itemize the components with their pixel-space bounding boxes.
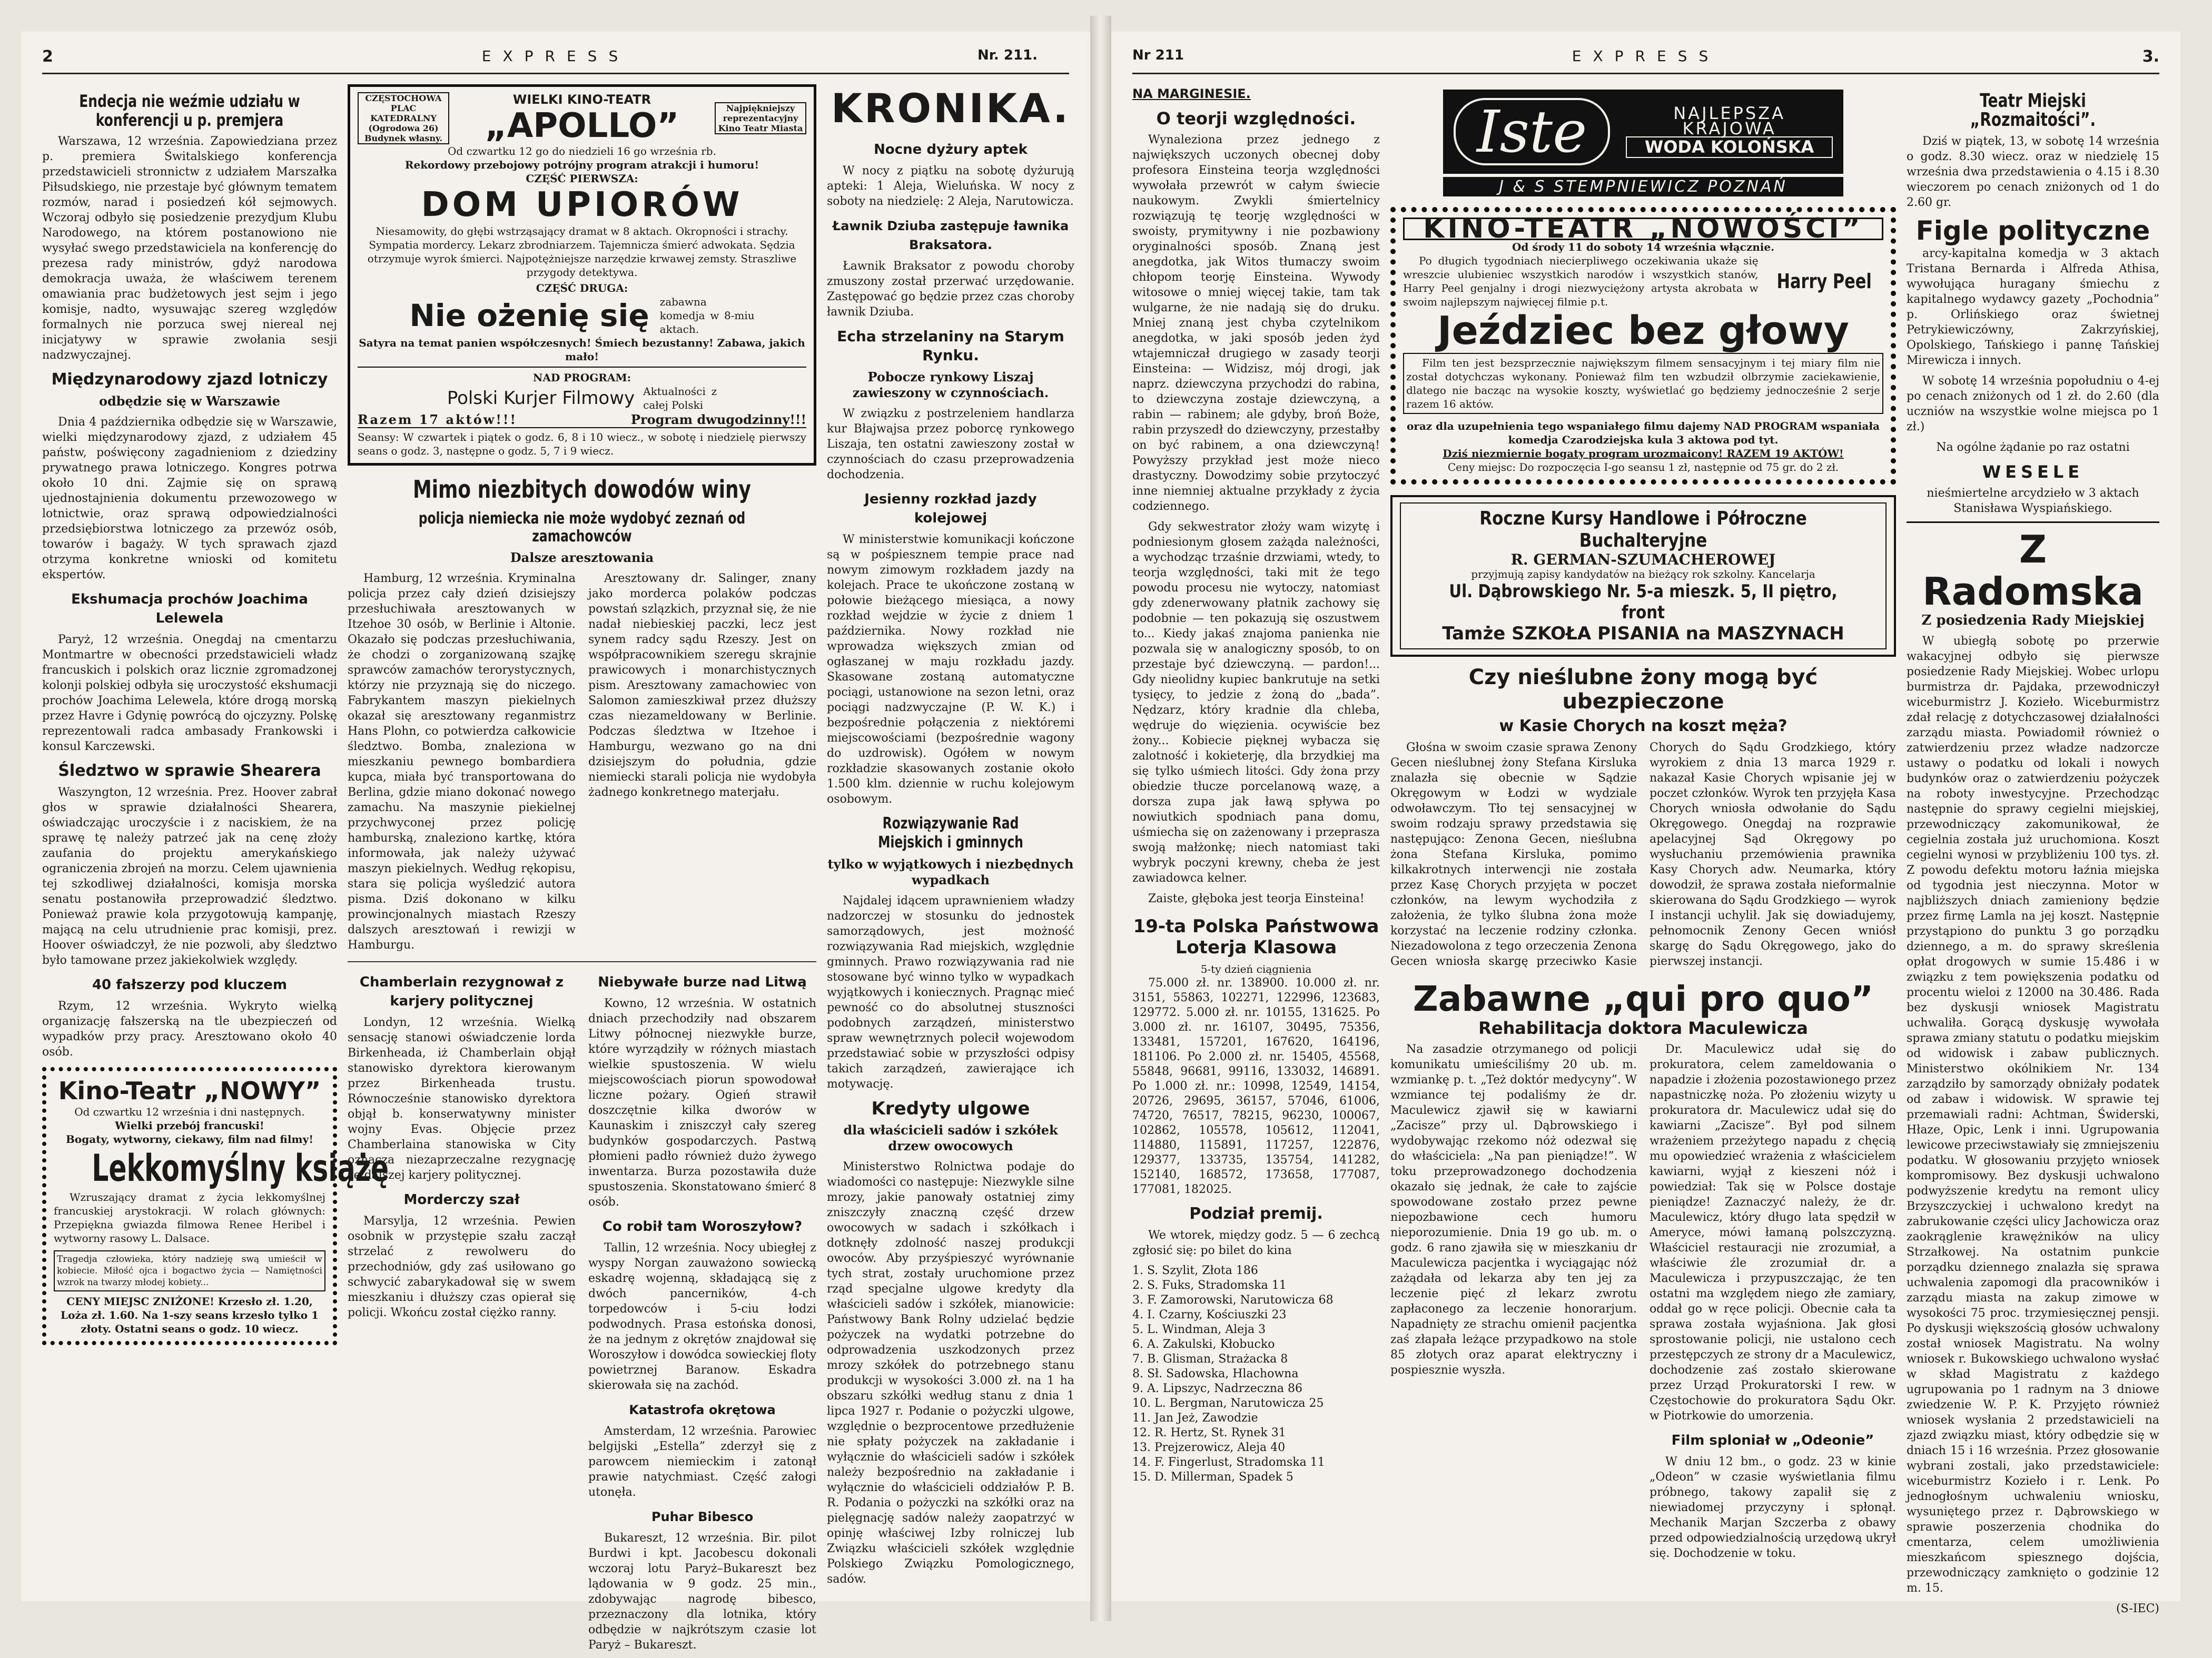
ad-part-label: CZĘŚĆ PIERWSZA: (526, 172, 638, 185)
left-head-rule (42, 73, 1069, 74)
article-title: Podział premij. (1189, 1205, 1323, 1223)
ad-tagline: Bogaty, wytworny, ciekawy, film nad filmy! (66, 1133, 313, 1146)
ad-intro: Po długich tygodniach niecierpliwego oczekiwania ukaże się wreszcie ulubieniec wszystkich narodów i wszystkich stanów, Harry Peel genjalny i drogi niezwyciężony artysta akrobata w swoim najlepszym najwięcej filmie p.t. (1403, 254, 1759, 308)
article-title: 19-ta Polska Państwowa Loterja Klasowa (1133, 916, 1379, 958)
ad-line: WODA KOLOŃSKA (1626, 136, 1833, 158)
section-divider (1907, 521, 2159, 523)
prize-winner-item: 14. F. Fingerlust, Stradomska 11 (1132, 1456, 1325, 1469)
article-text: Londyn, 12 września. Wielką sensację stanowi oświadczenie lorda Birkenheada, iż Chamberlain objął stanowisko dyrektora kierowanym przez Birkenheada trustu. Równocześnie stanowisko dyrektora objął b. konserwatywny minister wojny Evas. Objęcie przez Chamberlaina stanowiska w City oznacza niezaprzeczalne rezygnację ze dalszej karjery politycznej. (348, 1016, 576, 1182)
prize-winner-item: 4. I. Czarny, Kościuszki 23 (1132, 1308, 1287, 1321)
article-title: Rozwiązywanie Rad Miejskich i gminnych (878, 814, 1023, 852)
left-col-2 (348, 84, 816, 1652)
ad-part-label: CZĘŚĆ DRUGA: (536, 282, 628, 294)
article-subtitle: policja niemiecka nie może wydobyć zeznań od zamachowców (418, 509, 746, 546)
article-text: W dniu 12 bm., o godz. 23 w kinie „Odeon” w czasie wyświetlania filmu próbnego, takowy zapalił się z niewiadomej przyczyny i spłonął. Mechanik Marjan Szczerba z obawy przed odpowiedzialnością urzędową ukrył się. Dochodzenie w toku. (1650, 1455, 1897, 1560)
article-title: Morderczy szał (403, 1192, 520, 1208)
prize-winner-item: 2. S. Fuks, Stradomska 11 (1132, 1279, 1287, 1292)
article-title: Międzynarodowy zjazd lotniczy (51, 370, 328, 389)
left-page (21, 32, 1090, 1652)
ad-prices: CENY MIEJSC ZNIŻONE! Krzesło zł. 1.20, Loża zł. 1.60. Na 1-szy seans krzesło tylko 1 złoty. Ostatni seans o godz. 10 wiecz. (61, 1295, 319, 1335)
article-title: Czy nieślubne żony mogą być ubezpieczone (1468, 665, 1818, 714)
article-text: Na ogólne żądanie po raz ostatni (1936, 441, 2130, 454)
right-masthead: EXPRESS (1572, 47, 1720, 65)
ad-title: Roczne Kursy Handlowe i Półroczne Buchalteryjne (1479, 508, 1807, 551)
ad-kino-nowy (42, 1067, 389, 1345)
prize-winner-item: 10. L. Bergman, Narutowicza 25 (1132, 1397, 1324, 1410)
article-text: Wynaleziona przez jednego z największych uczonych obecnej doby profesora Einsteina teorja względności wywołała przewrót w całym świecie naukowym. Zwykli śmiertelnicy rozwiązują tę teorję względności w swoisty, prymitywny i nie pozbawiony oryginalności sposób. Znaną jest anegdotka, jak Witos tłumaczy swoim chłopom teorję Einsteina. Wywody witosowe o mniej więcej takie, tam tak wulgarne, że nie nadają się do druku. Mniej znaną jest chyba czytelnikom anegdotka, w jaki sposób jeden żyd wtajemniczał drugiego w zasady teorji Einsteina: — Widzisz, mój drogi, jak naprz. dziewczyna przychodzi do rabina, to dziewczyna zostaje dziewczyną, a rabin — rabinem; ale gdyby, broń Boże, rabin przyszedł do dziewczyny, przestałby on być rabinem, a ona dziewczyną! Powyższy przykład jest może nieco drastyczny. Dowodzimy sobie przytoczyć inne niemniej aktualne przykłady z życia codziennego. (1132, 133, 1380, 513)
right-running-head (1132, 47, 2159, 74)
prize-winner-item: 15. D. Millerman, Spadek 5 (1132, 1471, 1293, 1484)
ad-program-length: Program dwugodzinny!!! (630, 412, 806, 427)
article-text: arcy-kapitalna komedja w 3 aktach Tristana Bernarda i Alfreda Athisa, wywołująca huragany śmiechu z kapitalnego wydawcy gazety „Pochodnia” p. Orlińskiego oraz świetnej Petrykiewiczówny, Zakrzyńskiej, Opolskiego, Tańskiego i pannę Tańskiej Mirewicza i innych. (1907, 247, 2159, 367)
left-page-number: 2 (42, 47, 53, 66)
left-col-3 (827, 84, 1074, 1591)
article-title: Film sploniał w „Odeonie” (1671, 1433, 1874, 1448)
lottery-results: 75.000 zł. nr. 138900. 10.000 zł. nr. 3151, 55863, 102271, 122996, 123683, 129772. 5.000 zł. nr. 10155, 131625. Po 3.000 zł. nr. 16107, 30495, 75356, 133481, 157201, 167620, 164196, 181106. Po 2.000 zł. nr. 15405, 45568, 55848, 96681, 99116, 133032, 146891. Po 1.000 zł. nr.: 10998, 12549, 14154, 20726, 29695, 36157, 57046, 61006, 74720, 76517, 78215, 96230, 100067, 102862, 105578, 105612, 112041, 114880, 115891, 117257, 122876, 129377, 133735, 135754, 141282, 152140, 168572, 173658, 177087, 177081, 182025. (1132, 976, 1380, 1196)
article-title: Nocne dyżury aptek (874, 142, 1028, 157)
article-subtitle: dla właścicieli sadów i szkółek drzew owocowych (843, 1122, 1058, 1153)
ad-kicker: WIELKI KINO-TEATR (512, 92, 651, 107)
article-signature: (S-IEC) (2116, 1602, 2159, 1615)
article-title: Mimo niezbitych dowodów winy (413, 475, 751, 504)
article-text: Dziś w piątek, 13, w sobotę 14 września o godz. 8.30 wiecz. oraz w niedzielę 15 września dwa przedstawienia o 4.15 i 8.30 wieczorem po cenach zniżonych od 1 do 2.60 gr. (1907, 135, 2159, 209)
ad-description: Wzruszający dramat z życia lekkomyślnej francuskiej arystokracji. W rolach głównych: Przepiękna gwiazda filmowa Renee Heribel i wytworny rasowy L. Dalsace. (54, 1191, 325, 1245)
article-subtitle: Z posiedzenia Rady Miejskiej (1921, 613, 2145, 628)
article-subtitle: tylko w wyjątkowych i niezbędnych wypadkach (827, 856, 1074, 887)
ad-film-1: DOM UPIORÓW (421, 185, 743, 224)
article-title: Śledztwo w sprawie Shearera (58, 762, 321, 780)
article-text: Dr. Maculewicz udał się do prokuratora, celem zameldowania o napadzie i złożenia pozostawionego przez napastniczkę noża. Po złożeniu wizyty u prokuratora dr. Maculewicz udał się do kawiarni „Zacisze”. Był pod silnem wrażeniem przeżytego napadu z chęcią mu opowiedzieć wrażenia z właścicielem kawiarni, wyjął z kieszeni nóż i powiedział: Tak się w Polsce dostaje pieniądze! Zaznaczyć należy, że dr. Maculewicz, który długo lata spędził w Ameryce, mówi łamaną polszczyzną. Właściciel restauracji nie zrozumiał, a właściwie źle zrozumiał dr. a Maculewicza i przypuszczając, że ten ostatni ma względem niego złe zamiary, oddał go w ręce policji. Obecnie cała ta sprawa została wyjaśniona. Jak głosi sprostowanie policji, nie ustalono cech przestępczych ze strony dr a Maculewicz, dochodzenie zaś zostało skierowane przez Urząd Prokuratorski I rew. w Częstochowie do prokuratora Sądu Okr. w Piotrkowie do umorzenia. (1650, 1043, 1896, 1423)
left-issue-number: Nr. 211. (977, 47, 1038, 63)
right-page (1111, 32, 2180, 1615)
ad-title: KINO-TEATR „NOWOŚCI” (1403, 218, 1883, 240)
article-title: Co robił tam Woroszyłow? (602, 1219, 803, 1235)
ad-note: Tragedja człowieka, który nadzieję swą umieścił w kobiecie. Miłość ojca i bogactwo życia — Namiętności wzrok na twarzy młodej kobiety... (54, 1250, 325, 1291)
prize-winner-item: 6. A. Zakulski, Kłobucko (1132, 1338, 1275, 1351)
right-head-rule (1132, 73, 2159, 74)
article-title: Teatr Miejski „Rozmaitości”. (1970, 90, 2096, 131)
article-title: Zabawne „qui pro quo” (1413, 979, 1874, 1019)
ad-film-1-desc: Niesamowity, do głębi wstrząsający dramat w 8 aktach. Okropności i strachy. Sympatia mordercy. Lekarz zbrodniarzem. Tajemnicza śmierć adwokata. Sędzia otrzymuje wyrok śmierci. Najpotężniejsze narzędzie krwawej zemsty. Straszliwe przygody detektywa. (367, 225, 797, 279)
article-subtitle: Rehabilitacja doktora Maculewicza (1478, 1018, 1808, 1038)
play-title: WESELE (1982, 462, 2084, 482)
ad-city-box: CZĘSTOCHOWA PLAC KATEDRALNY (Ogrodowa 26) Budynek własny. (358, 92, 449, 144)
article-subtitle: Pobocze rynkowy Liszaj zawieszony w czynnościach. (852, 369, 1049, 400)
article-text: Kowno, 12 września. W ostatnich dniach przechodziły nad obszarem Litwy północnej niezwykłe burze, które wyrządziły w różnych miastach wielkie spustoszenia. W wielu miejscowościach piorun spowodował liczne pożary. Ogień strawił doszczętnie kilka dworów w Kaunaskim i zniszczył cały szereg budynków gospodarczych. Pastwą płomieni padło również dużo żywego inwentarza. Burza pozostawiła duże spustoszenia. Skonstatowano śmierć 8 osób. (588, 997, 816, 1209)
article-title: Jesienny rozkład jazdy kolejowej (864, 491, 1037, 526)
ad-slogan: Rekordowy przebojowy potrójny program atrakcji i humoru! (404, 159, 759, 171)
right-page-number: 3. (2142, 47, 2159, 66)
prize-winner-item: 11. Jan Jeż, Zawodzie (1132, 1412, 1258, 1425)
right-col-2 (1390, 84, 1896, 1591)
ad-total: Razem 17 aktów!!! (358, 412, 517, 427)
ad-tagline: Wielki przebój francuski! (115, 1119, 264, 1132)
left-col-1 (42, 84, 389, 1591)
article-subtitle: 5-ty dzień ciągnienia (1200, 963, 1312, 975)
article-text: Na zasadzie otrzymanego od policji komunikatu umieściliśmy 20 ub. m. wzmiankę p. t. „Też doktór medycyny”. W wzmiance tej podaliśmy że dr. Maculewicz zjawił się w kawiarni „Zacisze” przy ul. Dąbrowskiego i wydobywając rzekomo nóż odezwał się do właściciela: „Na pan pieniądze!”. W toku przeprowadzonego dochodzenia okazało się jednak, że całe to zajście spowodowane zostało przez pewne niepozbawione cech humoru nieporozumienie. Dnia 19 go ub. m. o godz. 6 rano zjawiła się w mieszkaniu dr Maculewicza pacjentka i wyciągając nóż zażądała od lekarza aby ten jej za leczenie pięć zł lekarz zwrotu zapłaconego za leczenie honorarjum. Napadnięty ze strachu omienił pacjentka zaś złapała leżące przypadkowo na stole 85 złotych oraz aparat elektryczny i pospiesznie wyszła. (1390, 1043, 1637, 1377)
prize-winner-item: 12. R. Hertz, St. Rynek 31 (1132, 1426, 1286, 1439)
prize-winner-item: 5. L. Windman, Aleja 3 (1132, 1323, 1266, 1336)
article-title: Ekshumacja prochów Joachima Lelewela (71, 591, 308, 626)
ad-title: Kino-Teatr „NOWY” (58, 1077, 321, 1105)
ad-film-title: Lekkomyślny książę (92, 1147, 389, 1190)
article-title: O teorji względności. (1156, 108, 1356, 129)
article-text: Gdy sekwestrator złoży wam wizytę i podniesionym głosem zażąda należności, a wychodząc trzaśnie drzwiami, wtedy, to teorja względności, taki mit że tego powodu procesu nie wytoczy, natomiast gdy zdenerwowany płatnik zachowy się podobnie — ten pokazują się oszustwem to... Kiedy jakaś znajoma panienka nie pozwala się w analogiczny sposób, to on przestaje być dziewczyną. — pardon!... Gdy nieolidny kupiec bankrutuje na setki tysięcy, to jedzie z żoną do „bada”. Nędzarz, który kradnie dla chleba, wędruje do więzienia. ocywiście bez żony... Kobiecie pięknej wybacza się zalotność i kokieterję, dla brzydkiej ma się tylko uśmiech litości. Gdy żona przy obiedzie tłucze porcelanową wazę, a dorsza zupa jak ławą spływa po nowiutkich spodniach pana domu, uśmiecha się on zażenowany i przeprasza swoją małżonkę; niech natomiast taki wybryk poczyni krewny, cheba że jest zawiadowca kelner. (1132, 520, 1380, 885)
ad-school-name: R. GERMAN-SZUMACHEROWEJ (1510, 551, 1776, 568)
article-text: We wtorek, między godz. 5 — 6 zechcą zgłosić się: po bilet do kina (1132, 1229, 1380, 1257)
prize-winner-item: 8. Sł. Sadowska, Hlachowna (1132, 1367, 1299, 1380)
article-subtitle: w Kasie Chorych na koszt męża? (1499, 717, 1788, 735)
article-text: Warszawa, 12 września. Zapowiedziana przez p. premiera Świtalskiego konferencja przedstawicieli stronnictw z udziałem Marszałka Piłsudskiego, nie przestaje być głównym tematem rozmów, narad i posiedzeń kół sejmowych. Wczoraj odbyło się posiedzenie prezydjum Klubu Narodowego, na którem postanowiono nie wysyłać swego przedstawiciela na konferencję do prezesa rady ministrów, gdyż narodowa demokracja uważa, że właściwem terenem omawiania prac budżetowych jest sejm i jego komisje, nadto, wysuwając szereg względów formalnych nie porzuca swej niereal nej inicjatywy w sprawie zwołania sesji nadzwyczajnej. (42, 135, 337, 362)
article-text: W ministerstwie komunikacji kończone są w pośpiesznem tempie prace nad nowym zimowym rozkładem jazdy na kolejach. Prace te ukończone zostaną w połowie bieżącego miesiąca, a nowy rozkład wejdzie w życie z dniem 1 października. Nowy rozkład nie wprowadza większych zmian od ogłaszanej w maju rozkładu jazdy. Skasowane zostaną automatyczne pociągi, ustanowione na sezon letni, oraz pociągi nadzwyczajne (P. W. K.) i bezpośrednie połączenia z niektóremi miejscowościami (bezpośrednie wagony do uzdrowisk). Ogółem w nowym rozkładzie skasowanych zostanie około 1.500 klm. dziennie w ruchu kolejowym osobowym. (827, 533, 1074, 806)
ad-film-2: Nie ożenię się (409, 298, 649, 333)
article-title: Endecja nie weźmie udziału w konferencji u p. premjera (79, 91, 300, 130)
article-text: Bukareszt, 12 września. Bir. pilot Burdwi i kpt. Jacobescu dokonali wczoraj lotu Paryż–Bukareszt bez lądowania w 9 godz. 25 min., zdobywając nagrodę bibesco, przeznaczony dla lotnika, który odbędzie w najkrótszym czasie lot Paryż – Bukareszt. (588, 1532, 816, 1652)
article-title: Ławnik Dziuba zastępuje ławnika Braksatora. (832, 219, 1069, 252)
article-text: W nocy z piątku na sobotę dyżurują apteki: 1 Aleja, Wieluńska. W nocy z soboty na niedzielę: 2 Aleja, Narutowicza. (827, 164, 1074, 208)
ad-extra-label: NAD PROGRAM: (533, 371, 631, 384)
article-text: Dnia 4 października odbędzie się w Warszawie, wielki międzynarodowy zjazd, z udziałem 45 państw, poświęcony zagadnieniom z dziedziny prywatnego prawa lotniczego. Kongres potrwa około 10 dni. Zajmie się on sprawą ujednostajnienia dokumentu przewozowego w lotnictwie, oraz sprawą odpowiedzialności przedsiębiorstwa lotniczego za przewóz osób, towarów i bagaży. W tych sprawach zjazd otrzyma konkretne wnioski od komitetu ekspertów. (42, 416, 337, 581)
prize-winner-item: 3. F. Zamorowski, Narutowicza 68 (1132, 1294, 1334, 1307)
ad-line: NAJLEPSZA KRAJOWA (1673, 103, 1785, 139)
ad-cinema-name: „APOLLO” (485, 106, 679, 145)
ad-extra: Tamże SZKOŁA PISANIA na MASZYNACH (1442, 623, 1844, 644)
ad-extra: oraz dla uzupełnienia tego wspaniałego filmu dajemy NAD PROGRAM wspaniała komedja Czarodziejska kula 3 aktowa pod tyt. (1406, 420, 1880, 446)
ad-text: przyjmują zapisy kandydatów na bieżący rok szkolny. Kancelarja (1471, 568, 1815, 580)
article-title: Katastrofa okrętowa (629, 1403, 776, 1417)
ad-sessions: Seansy: W czwartek i piątek o godz. 6, 8 i 10 wiecz., w sobotę i niedzielę pierwszy seans o godz. 3, następne o godz. 5, 7 i 9 wiecz. (358, 427, 806, 458)
article-text: Tallin, 12 września. Nocy ubiegłej z wyspy Norgan zauważono sowiecką eskadrę wojenną, składającą się z dwóch pancerników, 4-ch torpedowców i 5-ciu łodzi podwodnych. Prasa estońska donosi, że na jednym z okrętów znajdował się Woroszyłow i dowódca sowieckiej floty powietrznej Baranow. Eskadra skierowała się na zachód. (588, 1241, 816, 1392)
play-title: Figle polityczne (1915, 215, 2150, 246)
right-col-1 (1132, 84, 1380, 1591)
article-text: Ławnik Braksator z powodu choroby zmuszony został przerwać urzędowanie. Zastępować go będzie przez czas choroby ławnik Dziuba. (827, 260, 1074, 319)
right-issue-number: Nr 211 (1132, 47, 1184, 63)
article-title: Kredyty ulgowe (871, 1098, 1030, 1119)
article-text: Aresztowany dr. Salinger, znany jako morderca polaków podczas powstań szlązkich, przyznał się, że nie nadał niebieskiej paczki, lecz jest synem radcy sądu Rzeszy. Jest on współpracownikiem szeregu skrajnie prawicowych i monarchistycznych pism. Aresztowany zamachowiec von Salomon zamieszkiwał przez dłuższy czas niezameldowany w Berlinie. Podczas śledztwa w Itzehoe i Hamburgu, wezwano go na dni dzisiejszym do południa, gdzie niemiecki starali policja nie wydobyła żadnego konkretnego materjału. (588, 572, 816, 799)
ad-prices: Ceny miejsc: Do rozpoczęcia I-go seansu 1 zł, następnie od 75 gr. do 2 zł. (1447, 461, 1839, 473)
ad-extra: Polski Kurjer Filmowy (447, 387, 635, 409)
article-text: Paryż, 12 września. Onegdaj na cmentarzu Montmartre w obecności przedstawicieli władz francuskich i polskich oraz licznie zgromadzonej kolonji polskiej odbyła się uroczystość ekshumacji prochów Joachima Lelewela, które drogą morską przez Havre i Gdynię powrócą do ojczyzny. Polskę reprezentowali radca ambasady Frankowski i konsul Karczewski. (42, 633, 337, 753)
prize-winners-list (1132, 1264, 1380, 1485)
ad-kino-nowosci (1390, 207, 1896, 485)
article-subtitle: odbędzie się w Warszawie (98, 393, 281, 409)
article-text: W sobotę 14 września popołudniu o 4-ej po cenach zniżonych od 1 zł. do 2.60 (dla uczniów na wszystkie wolne miejsca po 1 zł.) (1907, 374, 2159, 433)
article-title: Echa strzelaniny na Starym Rynku. (837, 328, 1064, 364)
ad-total: Dziś niezmiernie bogaty program urozmaicony! RAZEM 19 AKTÓW! (1443, 447, 1844, 460)
column-label: NA MARGINESIE. (1132, 86, 1251, 101)
article-text: nieśmiertelne arcydzieło w 3 aktach Stanisława Wyspiańskiego. (1927, 487, 2139, 515)
article-text: Waszyngton, 12 września. Prez. Hoover zabrał głos w sprawie działalności Shearera, oświadczając uroczyście i z naciskiem, że na sprawę tę należy patrzeć jak na cenę złoży zaufania do projektu amerykańskiego ograniczenia zbrojeń na morzu. Celem ujawnienia tej szkodliwej działalności, komisja morska senatu postanowiła przeprowadzić śledztwo. Ponieważ prawie kola przygotowują kampanję, mającą na celu utrudnienie prac komisji, prez. Hoover oświadczył, że nie pozwoli, aby śledztwo było tamowane przez jakiekolwiek względy. (42, 786, 337, 967)
article-title: Chamberlain rezygnował z karjery politycznej (359, 974, 564, 1009)
iste-logo: Iste (1454, 98, 1610, 165)
ad-maker: J & S STEMPNIEWICZ POZNAŃ (1443, 177, 1843, 196)
prize-winner-item: 13. Prejzerowicz, Aleja 40 (1132, 1441, 1286, 1454)
ad-extra-desc: Aktualności z całej Polski (643, 385, 717, 411)
article-subtitle: Dalsze aresztowania (510, 550, 654, 565)
ad-film-2-desc: zabawna komedja w 8-miu aktach. (659, 295, 755, 335)
ad-kino-apollo (348, 84, 816, 466)
article-text: Ministerstwo Rolnictwa podaje do wiadomości co następuje: Niezwykle silne mrozy, jakie panowały ostatniej zimy zniszczyły znaczną część drzew owocowych w sadach i szkółkach i dotknęły zdolność naszej produkcji owoców. Aby przyśpieszyć wyrównanie tych strat, zostały uruchomione przez rząd specjalne ulgowe kredyty dla właścicieli sadów i szkółek, mianowicie: Państwowy Bank Rolny udzielać będzie pożyczek na wydatki potrzebne do odprowadzenia uszkodzonych przez mrozy szkółek do potrzebnego stanu produkcji w wysokości 3.000 zł. na 1 ha obszaru szkółki według stanu z dnia 1 lipca 1927 r. Podanie o pożyczki ulgowe, względnie o bezprocentowe przedłużenie nie spłaty pożyczek na zakładanie i wyłącznie do właścicieli sadów i szkółek należy bezpośrednio na zakładanie i wyłącznie do właścicieli oddziałów P. B. R. Podania o pożyczki na szkółki oraz na pielęgnację sadów należy zaopatrzyć w opinję właściwej Izby rolniczej lub Związku właścicieli szkółek względnie Polskiego Związku Pomologicznego, sadów. (827, 1160, 1074, 1586)
prize-winner-item: 9. A. Lipszyc, Nadrzeczna 86 (1132, 1382, 1302, 1395)
prize-winner-item: 7. B. Glisman, Strażacka 8 (1132, 1353, 1288, 1366)
ad-dates: Od czwartku 12 go do niedzieli 16 go września rb. (448, 145, 716, 157)
section-divider (348, 961, 816, 962)
article-title: 40 fałszerzy pod kluczem (92, 977, 288, 993)
left-running-head (42, 47, 1069, 74)
ad-kursy-handlowe (1390, 495, 1896, 657)
article-text: Amsterdam, 12 września. Parowiec belgijski „Estella” zderzył się z parowcem niemieckim i zatonął prawie natychmiast. Część załogi utonęła. (588, 1425, 816, 1499)
article-text: Najdalej idącem uprawnieniem władzy nadzorczej w stosunku do jednostek samorządowych, jest możność rozwiązywania Rad miejskich, względnie gminnych. Prawo rozwiązywania rad nie stosowane być winno tylko w wypadkach wyjątkowych i koniecznych. Pragnąc mieć pewność co do absolutnej stuszności podobnych zarządzeń, ministerstwo spraw wewnętrznych polecił wojewodom przedstawiać sobie w przyszłości odpisy takich zarządzeń, zawierające ich motywację. (827, 894, 1074, 1091)
ad-side-box: Najpiękniejszy reprezentacyjny Kino Teatr Miasta (715, 102, 806, 134)
article-title: Z Radomska (1922, 527, 2144, 614)
article-text: W ubiegłą sobotę po przerwie wakacyjnej odbyło się pierwsze posiedzenie Rady Miejskiej. Wobec urlopu burmistrza dr. Pajdaka, przewodniczył wiceburmistrz J. Kozieło. Wiceburmistrz zdał relację z dotychczasowej działalności zarządu miasta. Powiadomił również o zatwierdzeniu przez władze nadzorcze ustawy o podatku od lokali i nowych budynków oraz o zatwierdzeniu pożyczek na roboty inwestycyjne. Przechodząc następnie do sprawy cegielni miejskiej, przewodniczący zakomunikował, że cegielnia została już uruchomiona. Koszt cegielni wynosi w przybliżeniu 100 tys. zł. Z powodu defektu motoru łaźnia miejska od tygodnia jest nieczynna. Motor w najbliższych dniach zamieniony będzie przez firmę Lamla na jej koszt. Następnie przystąpiono do punktu 3 go porządku dziennego, a m. do sprawy skreślenia opłat drogowych w sumie 15.486 i w związku z tem powiększenia podatku od procentu wieloi z 12000 na 30.486. Rada bez dyskusji wniosek Magistratu uchwaliła. Gorącą dyskusję wywołała sprawa zmiany statutu o podatku miejskim od widowisk i zabaw publicznych. Ministerstwo okólnikiem Nr. 134 zarządziło by samorządy obniżały podatek od zabaw i widowisk. W sprawie tej przemawiali radni: Achtman, Świderski, Hłaze, Opic, Lenk i inni. Ugrupowania lewicowe przeciwstawiały się zmniejszeniu podatku. W głosowaniu przyjęto wniosek kompromisowy. Bez dyskusji uchwalono podwyższenie kredytu na remont ulicy Brzyszczyckiej i uchwalono kredyt na zabrukowanie części ulicy Jachowicza oraz zaokrąglenie krawężników na ulicy Strzałkowej. Na ostatnim punkcie porządku dziennego znalazła się sprawa uchwalenia zapomogi dla pracowników i zarządu miasta na zakup zimowe w wysokości 75 proc. trzymiesięcznej pensji. Po dyskusji większością głosów uchwalony został wniosek Magistratu. Na wolny wniosek r. Bukowskiego uchwalono wysłać w skład Magistratu z każdego ugrupowania po 1 radnym na 3 dniowe zwiedzenie W. P. K. Przyjęto również wniosek wysłania 2 przedstawicieli na zjazd związku miast, który odbędzie się w dniach 15 i 16 września. Przez głosowanie wybrani zostali, jako przedstawiciele: wiceburmistrz Kozieło i r. Lenk. Po jednogłośnym uchwaleniu wniosku, wysuniętego przez r. Dąbrowskiego w sprawie poszerzenia chodnika do cmentarza, celem umożliwienia mieszkańcom spiesznego dojścia, przewodniczący zamknięto o godzinie 12 m. 15. (1907, 635, 2159, 1595)
ad-film-title: Jeździec bez głowy (1437, 308, 1849, 353)
ad-star: Harry Peel (1776, 269, 1872, 293)
ad-dates: Od środy 11 do soboty 14 września włącznie. (1512, 241, 1775, 253)
right-col-3 (1907, 84, 2159, 1615)
article-text: W związku z postrzeleniem handlarza kur Błajwajsa przez poborcę rynkowego Liszaja, ten ostatni zawieszony został w czynnościach do czasu przeprowadzenia dochodzenia. (827, 407, 1074, 481)
article-title: Niebywałe burze nad Litwą (598, 974, 807, 990)
ad-dates: Od czwartku 12 września i dni następnych. (74, 1106, 305, 1118)
kronika-heading: KRONIKA. (831, 85, 1070, 132)
ad-description: Film ten jest bezsprzecznie największym filmem sensacyjnym i tej miary film nie został dotychczas wykonany. Ponieważ film ten wzbudził olbrzymie zaciekawienie, dlatego nie bacząc na wysokie koszty, wyświetlać go będziemy jednocześnie 2 serje razem 16 aktów. (1403, 353, 1883, 414)
ad-divider (358, 367, 806, 368)
ad-address: Ul. Dąbrowskiego Nr. 5-a mieszk. 5, II piętro, front (1449, 581, 1838, 623)
left-masthead: EXPRESS (481, 47, 630, 65)
article-title: Puhar Bibesco (651, 1509, 754, 1524)
article-text: Marsylja, 12 września. Pewien osobnik w przystępie szału zaczął strzelać z rewolweru do przechodniów, gdy zaś usiłowano go schwycić zabarykadował się w swem mieszkaniu i dłuższy czas opierał się policji. Wkońcu został ciężko ranny. (348, 1215, 576, 1319)
article-text: Rzym, 12 września. Wykryto wielką organizację fałszerską na tle ubezpieczeń od wypadków przy pracy. Aresztowano około 40 osób. (42, 1000, 337, 1059)
article-text: Hamburg, 12 września. Kryminalna policja przez cały dzień dzisiejszy przesłuchiwała aresztowanych w Itzehoe 30 osób, w Berlinie i Altonie. Okazało się podczas przesłuchiwania, że chodzi o zorganizowaną szajkę sprawców zamachów terorystycznych, którzy nie przyznają się do niczego. Fabrykantem maszyn piekielnych okazał się aresztowany reganmistrz Hans Plohn, co potwierdza całkowicie śledztwo. Bomba, znaleziona w mieszkaniu pewnego bombardiera kupca, miała być transportowana do Berlina, gdzie miano dokonać nowego zamachu. Na maszynie piekielnej przychwyconej przez policję hamburską, znaleziono kartkę, która informowała, jak należy używać maszyn piekielnych. Według rękopisu, stara się policja wyśledzić autora pisma. Dziś dokonano w kilku prowincjonalnych miastach Rzeszy dalszych aresztowań i rewizji w Hamburgu. (348, 572, 576, 952)
article-text: Zaiste, głęboka jest teorja Einsteina! (1148, 892, 1365, 905)
page-gutter (1090, 16, 1111, 1621)
article-text: Głośna w swoim czasie sprawa Zenony Gecen nieślubnej żony Stefana Kirsluka znalazła się obecnie w Sądzie Okręgowym w Łodzi w wydziale odwoławczym. Tło tej sensacyjnej w swoim rodzaju sprawy przedstawia się następująco: Zenona Gecen, nieślubna żona Stefana Kirsluka, pomimo kilkakrotnych interwencji nie została przez Kasę Chorych przyjęta w poczet członków, na lewym wychodziła z założenia, że tylko ślubna żona może korzystać na leczenie rodziny członka. Niezadowolona z tego orzeczenia Zenona Gecen wniosła skargę przeciwko Kasie Chorych do Sądu Grodzkiego, który wyrokiem z dnia 13 marca 1929 r. nakazał Kasie Chorych wpisanie jej w poczet członków. Wyrok ten przyjęła Kasa Chorych wniosła odwołanie do Sądu Okręgowego. Onegdaj na rozprawie apelacyjnej Sąd Okręgowy po wysłuchaniu przemówienia prawnika Kasy Chorych adw. Neumarka, który dowodził, że sprawa została nieformalnie skierowana do Sądu Grodzkiego — wyrok I instancji uchylił. Jak się dowiadujemy, pełnomocnik Zenony Gecen wniósł skargę do Sądu Okręgowego, jako do pierwszej instancji. (1390, 741, 1896, 968)
prize-winner-item: 1. S. Szylit, Złota 186 (1132, 1264, 1258, 1277)
ad-iste (1443, 90, 1843, 174)
ad-satire: Satyra na temat panien współczesnych! Śmiech bezustanny! Zabawa, jakich mało! (359, 337, 805, 363)
